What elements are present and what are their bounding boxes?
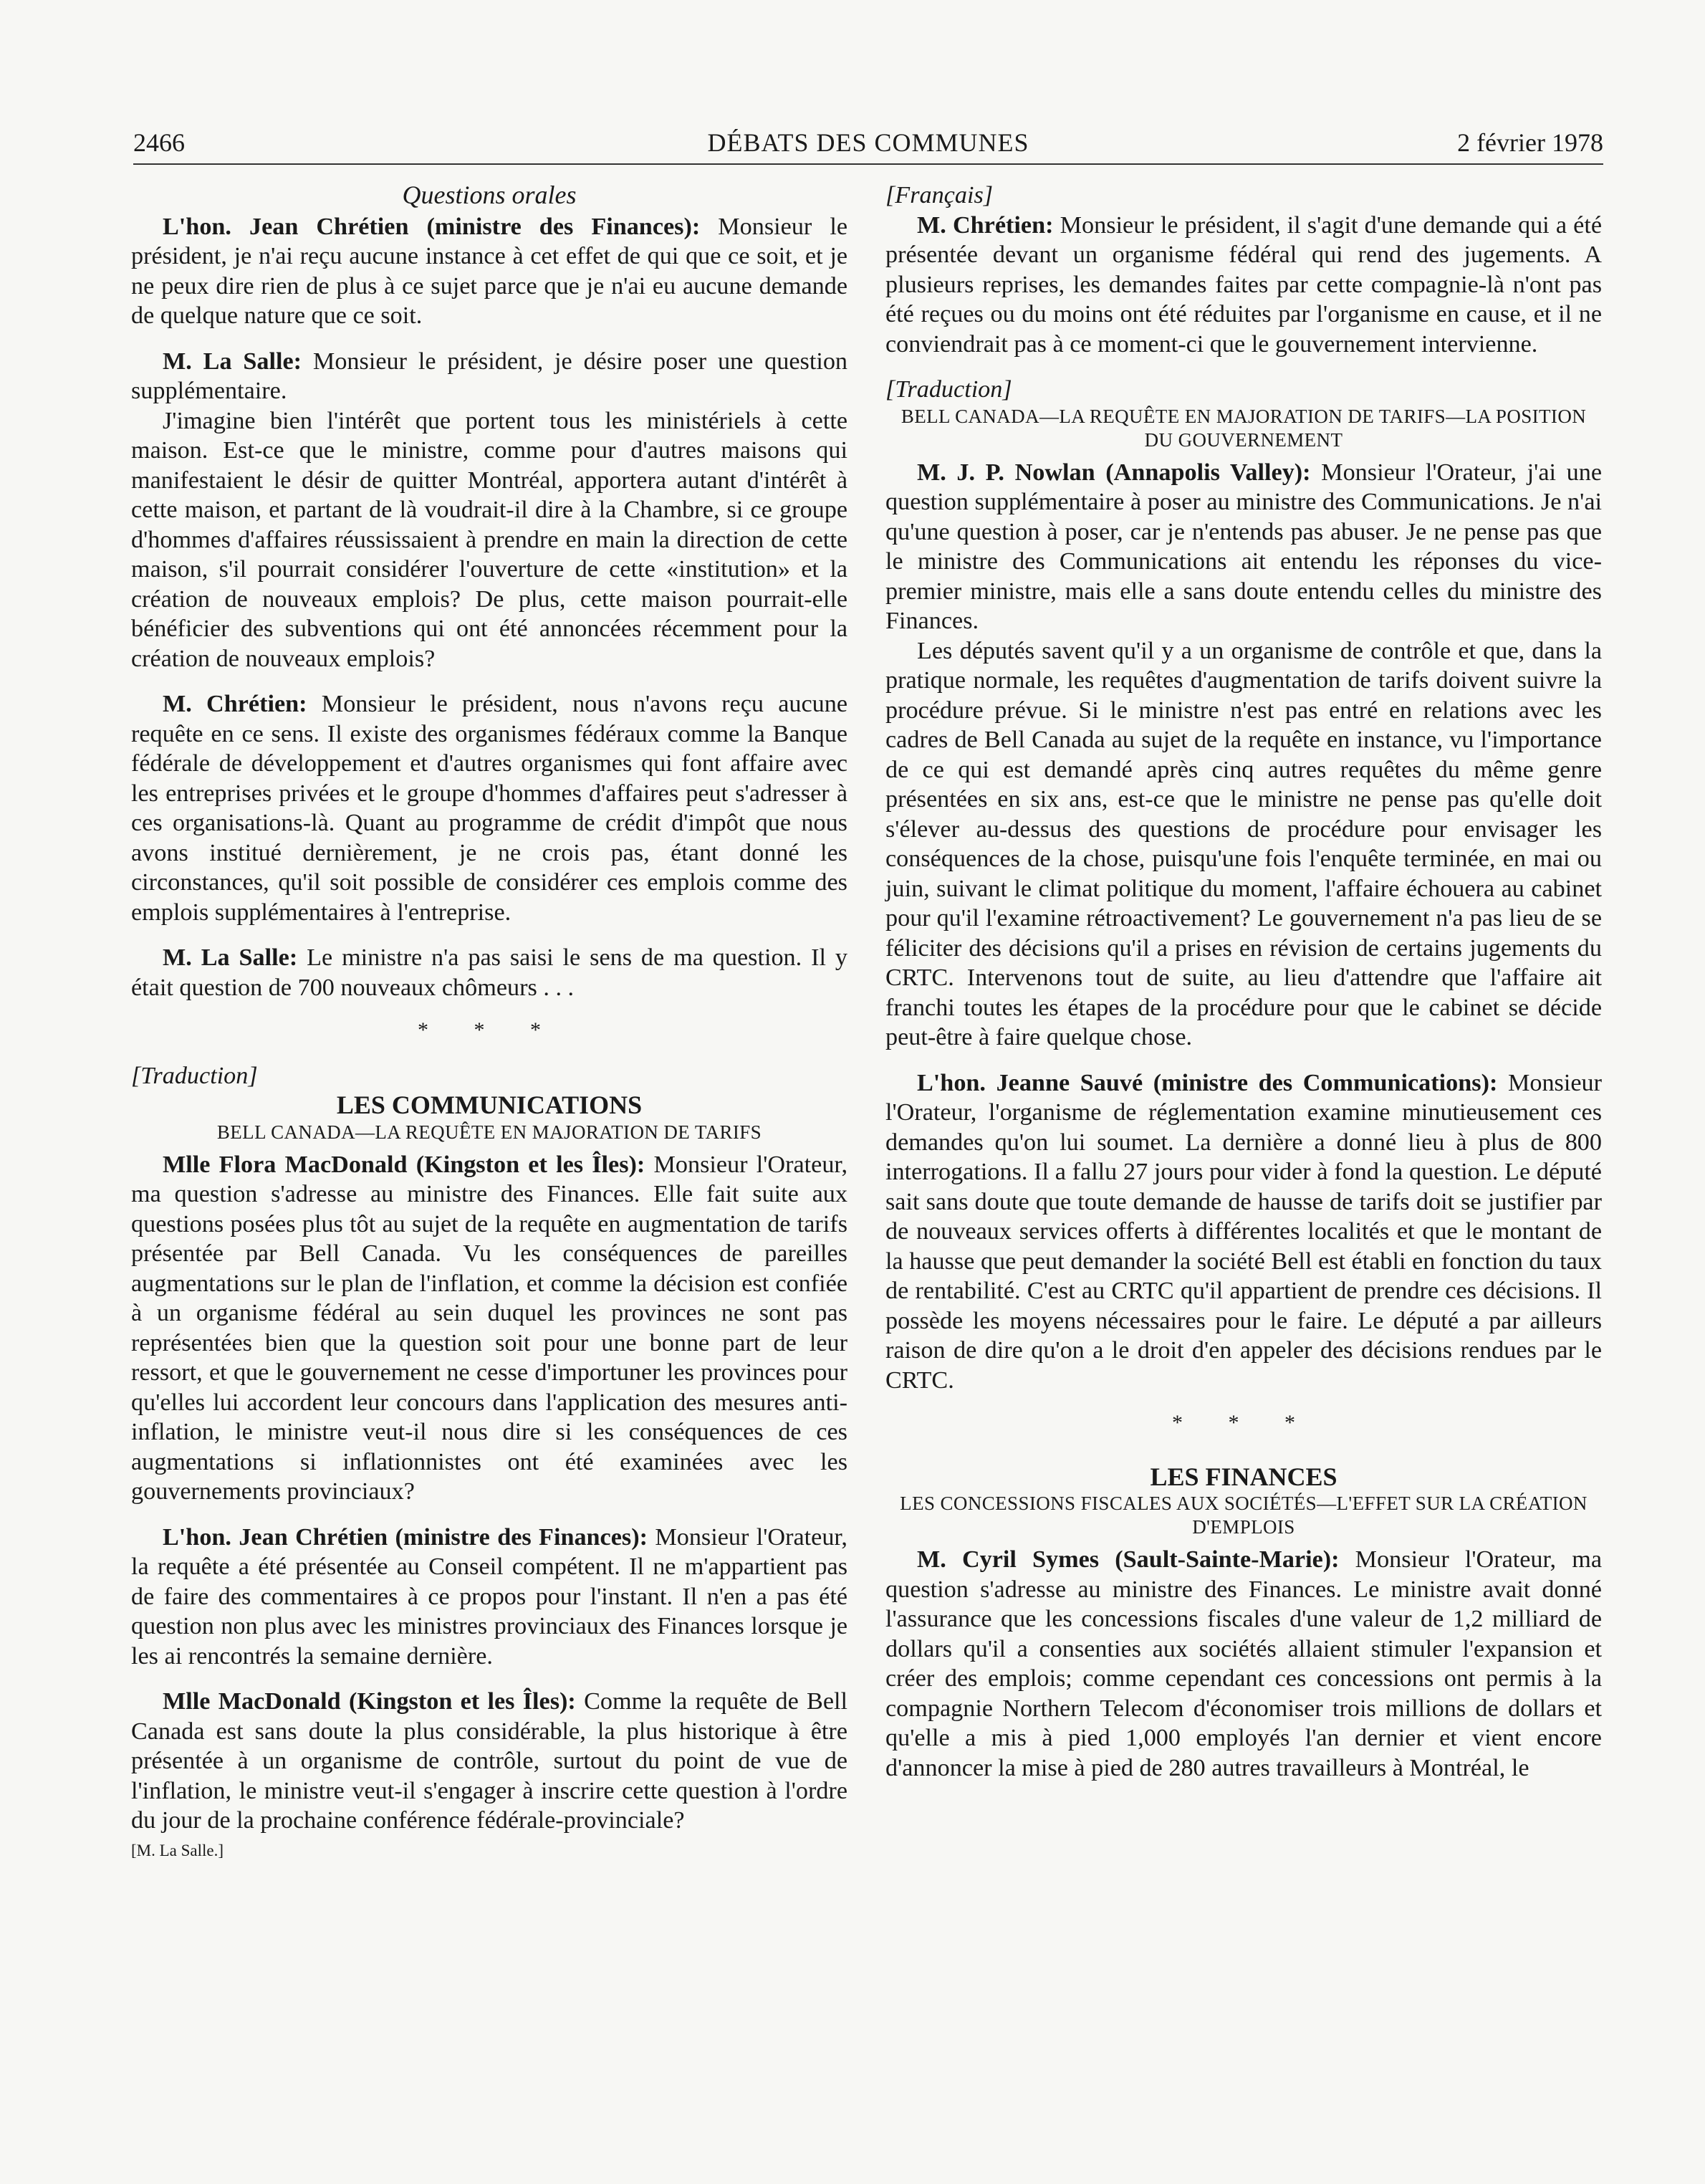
paragraph — [131, 1523, 847, 1672]
paragraph — [131, 212, 847, 331]
speaker-name: M. J. P. Nowlan (Annapolis Valley): — [917, 459, 1311, 486]
footnote: [M. La Salle.] — [131, 1841, 224, 1859]
publication-title: DÉBATS DES COMMUNES — [707, 128, 1029, 157]
subheading: LES CONCESSIONS FISCALES AUX SOCIÉTÉS—L'EFFET SUR LA CRÉATION D'EMPLOIS — [900, 1493, 1588, 1538]
paragraph — [885, 1068, 1602, 1396]
speaker-name: L'hon. Jean Chrétien (ministre des Finances): — [163, 213, 701, 240]
speech-text: Monsieur l'Orateur, ma question s'adresse au ministre des Finances. Le ministre avait donné l'assurance que les concessions fiscales d'une valeur de 1,2 milliard de dollars qu'il a consenties aux sociétés allaient stimuler l'expansion et créer des emplois; comme cependant ces concessions ont permis à la compagnie Northern Telecom d'économiser trois millions de dollars et qu'elle a mis à pied 1,000 employés l'an dernier et vient encore d'annoncer la mise à pied de 280 autres travailleurs à Montréal, le — [885, 1546, 1602, 1781]
speaker-name: L'hon. Jeanne Sauvé (ministre des Communications): — [917, 1069, 1498, 1096]
subheading: BELL CANADA—LA REQUÊTE EN MAJORATION DE TARIFS—LA POSITION DU GOUVERNEMENT — [900, 405, 1587, 451]
paragraph — [131, 689, 847, 927]
section-heading: LES COMMUNICATIONS — [336, 1091, 643, 1119]
speech-text: Monsieur l'Orateur, la requête a été présentée au Conseil compétent. Il ne m'appartient pas de faire des commentaires à ce propos pour l'instant. Il n'en a pas été question non plus avec les ministres provinciaux des Finances lorsque je les ai rencontrés la semaine dernière. — [131, 1523, 847, 1670]
language-label: [Français] — [885, 182, 994, 209]
publication-date: 2 février 1978 — [1457, 128, 1603, 157]
speaker-name: M. La Salle: — [163, 348, 302, 375]
paragraph — [131, 1687, 847, 1836]
paragraph — [885, 636, 1602, 1053]
paragraph — [131, 406, 847, 674]
paragraph — [131, 347, 847, 406]
subheading: BELL CANADA—LA REQUÊTE EN MAJORATION DE TARIFS — [216, 1121, 762, 1143]
speech-text: Monsieur le président, nous n'avons reçu aucune requête en ce sens. Il existe des organismes fédéraux comme la Banque fédérale de développement et d'autres organismes qui font affaire avec les entreprises privées et le groupe d'hommes d'affaires peut s'adresser à ces organisations-là. Quant au programme de crédit d'impôt que nous avons institué dernièrement, je ne crois pas, étant donné les circonstances, qu'il soit possible de considérer ces emplois comme des emplois supplémentaires à l'entreprise. — [131, 691, 847, 926]
speaker-name: Mlle Flora MacDonald (Kingston et les Îles): — [163, 1151, 645, 1178]
page-number: 2466 — [133, 128, 185, 157]
paragraph — [131, 943, 847, 1002]
speech-text: Monsieur l'Orateur, j'ai une question supplémentaire à poser au ministre des Communications. Je n'ai qu'une question à poser, car je n'entends pas abuser. Je ne pense pas que le ministre des Communications ait entendu les réponses du vice-premier ministre, mais elle a sans doute entendu celles du ministre des Finances. — [885, 459, 1602, 634]
speech-text: Monsieur l'Orateur, ma question s'adresse au ministre des Finances. Elle fait suite aux questions posées plus tôt au sujet de la requête en augmentation de tarifs présentée par Bell Canada. Vu les conséquences de pareilles augmentations sur le plan de l'inflation, et comme la décision est confiée à un organisme fédéral au sein duquel les provinces ne sont pas représentées bien que la question soit pour une bonne part de leur ressort, et que le gouvernement ne cesse d'importuner les provinces pour qu'elles lui accordent leur concours dans l'application des mesures anti-inflation, le ministre veut-il nous dire si les conséquences de ces augmentations si inflationnistes ont été examinées avec les gouvernements provinciaux? — [131, 1151, 847, 1505]
speaker-name: Mlle MacDonald (Kingston et les Îles): — [163, 1688, 576, 1715]
paragraph — [885, 211, 1602, 360]
paragraph — [885, 458, 1602, 636]
language-label: [Traduction] — [131, 1062, 258, 1089]
speech-text: Comme la requête de Bell Canada est sans doute la plus considérable, la plus historique à être présentée à un organisme de contrôle, surtout du point de vue de l'inflation, le ministre veut-il s'engager à inscrire cette question à l'ordre du jour de la prochaine conférence fédérale-provinciale? — [131, 1688, 848, 1834]
topic-label: Questions orales — [402, 181, 577, 209]
page-header — [133, 128, 1603, 165]
speech-text: Les députés savent qu'il y a un organisme de contrôle et que, dans la pratique normale, les requêtes d'augmentation de tarifs doivent suivre la procédure prévue. Si le ministre n'est pas entré en relations avec les cadres de Bell Canada au sujet de la requête en instance, vu l'importance de ce qui est demandé après cinq autres requêtes du même genre présentées en six ans, est-ce que le ministre ne pense pas qu'elle doit s'élever au-dessus des questions de procédure pour envisager les conséquences de la chose, puisqu'une fois l'enquête terminée, en mai ou juin, suivant le climat politique du moment, l'affaire échouera au cabinet pour qu'il l'examine rétroactivement? Le gouvernement n'a pas lieu de se féliciter des décisions qu'il a prises en révision de certains jugements du CRTC. Intervenons tout de suite, au lieu d'attendre que l'affaire ait franchi toutes les étapes de la procédure pour que le cabinet se décide peut-être à faire quelque chose. — [885, 637, 1602, 1050]
speaker-name: M. Chrétien: — [917, 211, 1054, 239]
language-label: [Traduction] — [885, 376, 1012, 403]
speech-text: Le ministre n'a pas saisi le sens de ma question. Il y était question de 700 nouveaux chômeurs . . . — [131, 944, 847, 1001]
speaker-name: M. Cyril Symes (Sault-Sainte-Marie): — [917, 1546, 1340, 1573]
speech-text: Monsieur le président, il s'agit d'une demande qui a été présentée devant un organisme fédéral qui rend des jugements. A plusieurs reprises, les demandes faites par cette compagnie-là n'ont pas été reçues ou du moins ont été réduites par l'organisme en cause, et il ne conviendrait pas à ce moment-ci que le gouvernement intervienne. — [885, 211, 1602, 358]
right-column — [885, 181, 1602, 1783]
section-heading: LES FINANCES — [1150, 1462, 1337, 1491]
speaker-name: M. La Salle: — [163, 944, 298, 971]
speaker-name: L'hon. Jean Chrétien (ministre des Finances): — [163, 1523, 648, 1551]
left-column — [131, 181, 847, 1865]
paragraph — [131, 1150, 847, 1507]
paragraph — [885, 1545, 1602, 1783]
section-separator: * * * — [1172, 1411, 1315, 1435]
speaker-name: M. Chrétien: — [163, 691, 307, 717]
speech-text: J'imagine bien l'intérêt que portent tous les ministériels à cette maison. Est-ce que le ministre, comme pour d'autres maisons qui manifestaient le désir de quitter Montréal, apportera autant d'intérêt à cette maison, et partant de là voudrait-il dire à la Chambre, si ce groupe d'hommes d'affaires réussissaient à prendre en main la direction de cette maison, s'il pourrait considérer l'ouverture de cette «institution» et la création de nouveaux emplois? De plus, cette maison pourrait-elle bénéficier des subventions qui ont été annoncées récemment pour la création de nouveaux emplois? — [131, 407, 847, 672]
speech-text: Monsieur le président, je désire poser une question supplémentaire. — [131, 348, 848, 404]
speech-text: Monsieur le président, je n'ai reçu aucune instance à cet effet de qui que ce soit, et je ne peux dire rien de plus à ce sujet parce que je n'ai eu aucune demande de quelque nature que ce soit. — [131, 213, 847, 329]
section-separator: * * * — [418, 1018, 561, 1042]
speech-text: Monsieur l'Orateur, l'organisme de réglementation examine minutieusement ces demandes qu'on lui soumet. La dernière a donné lieu à plus de 800 interrogations. Il a fallu 27 jours pour vider à fond la question. Le député sait sans doute que toute demande de hausse de tarifs doit se justifier par de nouveaux services offerts à différentes localités et que le montant de la hausse que peut demander la société Bell est établi en fonction du taux de rentabilité. C'est au CRTC qu'il appartient de prendre ces décisions. Il possède les moyens nécessaires pour le faire. Le député a par ailleurs raison de dire qu'on a le droit d'en appeler des décisions rendues par le CRTC. — [885, 1069, 1602, 1394]
